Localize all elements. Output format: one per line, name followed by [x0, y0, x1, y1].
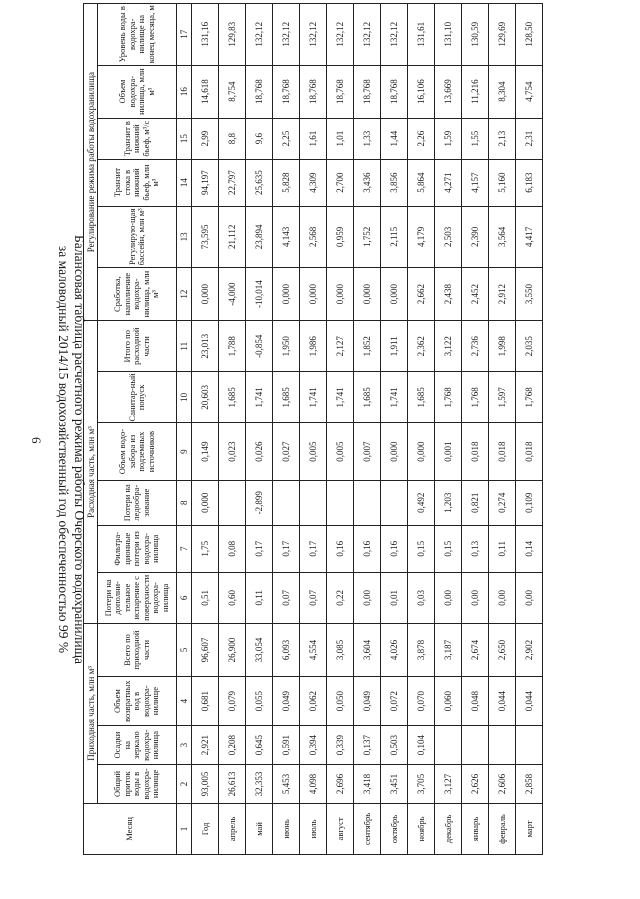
table-cell: [435, 726, 462, 765]
table-cell: 0,60: [219, 572, 246, 623]
table-cell: 0,018: [516, 423, 543, 480]
table-cell: 2,700: [327, 159, 354, 206]
month-cell: сентябрь: [354, 803, 381, 854]
table-cell: 1,741: [246, 372, 273, 423]
table-cell: 0,492: [408, 480, 435, 525]
table-cell: 3,705: [408, 765, 435, 804]
month-cell: январь: [462, 803, 489, 854]
table-cell: 0,044: [516, 677, 543, 726]
table-cell: 132,12: [381, 4, 408, 66]
group-header-expense: Расходная часть, млн м³: [84, 321, 98, 624]
table-cell: 0,00: [435, 572, 462, 623]
table-cell: 20,603: [192, 372, 219, 423]
table-cell: 132,12: [300, 4, 327, 66]
table-cell: 0,000: [381, 267, 408, 320]
table-cell: 3,127: [435, 765, 462, 804]
table-cell: 0,645: [246, 726, 273, 765]
table-cell: 3,451: [381, 765, 408, 804]
column-header: Регулирую-щая бассейн, млн м³: [98, 206, 177, 267]
table-cell: 1,768: [435, 372, 462, 423]
table-cell: 0,22: [327, 572, 354, 623]
table-cell: 129,83: [219, 4, 246, 66]
table-cell: 2,31: [516, 118, 543, 159]
table-cell: 0,274: [489, 480, 516, 525]
table-cell: 9,6: [246, 118, 273, 159]
table-cell: 0,079: [219, 677, 246, 726]
table-cell: 1,75: [192, 525, 219, 572]
table-cell: 0,044: [489, 677, 516, 726]
column-header: Фильтра-ционные потери из водохра-нилища: [98, 525, 177, 572]
table-cell: 0,000: [300, 267, 327, 320]
table-cell: 2,99: [192, 118, 219, 159]
column-number: 15: [177, 118, 192, 159]
column-header: Транзит в нижний бьеф, м³/с: [98, 118, 177, 159]
table-cell: 5,453: [273, 765, 300, 804]
table-cell: 0,16: [327, 525, 354, 572]
table-cell: 132,12: [327, 4, 354, 66]
table-cell: 18,768: [381, 65, 408, 118]
table-cell: 0,16: [354, 525, 381, 572]
table-cell: 0,00: [354, 572, 381, 623]
table-cell: 0,03: [408, 572, 435, 623]
table-cell: 131,16: [192, 4, 219, 66]
table-cell: 94,197: [192, 159, 219, 206]
table-cell: 2,13: [489, 118, 516, 159]
table-cell: 3,550: [516, 267, 543, 320]
table-cell: 0,00: [462, 572, 489, 623]
table-cell: 2,606: [489, 765, 516, 804]
table-cell: 1,852: [354, 321, 381, 372]
column-number: 10: [177, 372, 192, 423]
table-cell: 0,07: [300, 572, 327, 623]
table-row: [273, 4, 300, 855]
table-cell: 2,127: [327, 321, 354, 372]
table-cell: 0,13: [462, 525, 489, 572]
table-cell: 0,01: [381, 572, 408, 623]
table-cell: 128,50: [516, 4, 543, 66]
month-cell: март: [516, 803, 543, 854]
table-cell: 3,436: [354, 159, 381, 206]
table-cell: 4,143: [273, 206, 300, 267]
table-cell: 4,754: [516, 65, 543, 118]
table-row: [435, 4, 462, 855]
column-header: Объем водо-забора из подземных источников: [98, 423, 177, 480]
column-header: Месяц: [84, 803, 177, 854]
table-cell: 1,685: [354, 372, 381, 423]
table-cell: 3,122: [435, 321, 462, 372]
column-number: 12: [177, 267, 192, 320]
table-cell: 2,626: [462, 765, 489, 804]
table-cell: 0,000: [408, 423, 435, 480]
table-cell: 5,160: [489, 159, 516, 206]
table-cell: 3,085: [327, 623, 354, 676]
table-cell: 1,55: [462, 118, 489, 159]
table-cell: 3,878: [408, 623, 435, 676]
table-cell: 1,597: [489, 372, 516, 423]
table-cell: 0,070: [408, 677, 435, 726]
table-cell: 0,060: [435, 677, 462, 726]
table-cell: 18,768: [354, 65, 381, 118]
table-cell: 2,503: [435, 206, 462, 267]
table-cell: 0,005: [300, 423, 327, 480]
table-cell: 0,591: [273, 726, 300, 765]
table-cell: 2,921: [192, 726, 219, 765]
column-header: Всего по приходной части: [98, 623, 177, 676]
table-cell: 0,048: [462, 677, 489, 726]
table-cell: 4,179: [408, 206, 435, 267]
table-cell: 2,902: [516, 623, 543, 676]
table-cell: 23,894: [246, 206, 273, 267]
column-header: Объем возвратных вод в водохра-нилище: [98, 677, 177, 726]
table-cell: 2,650: [489, 623, 516, 676]
table-row: [516, 4, 543, 855]
column-number: 8: [177, 480, 192, 525]
table-cell: [300, 480, 327, 525]
table-cell: 0,001: [435, 423, 462, 480]
table-cell: 0,00: [516, 572, 543, 623]
table-cell: 1,911: [381, 321, 408, 372]
month-cell: октябрь: [381, 803, 408, 854]
column-header: Объем водохра-нилища, млн м³: [98, 65, 177, 118]
month-cell: июль: [300, 803, 327, 854]
table-cell: [462, 726, 489, 765]
table-cell: 32,353: [246, 765, 273, 804]
table-cell: 1,685: [219, 372, 246, 423]
column-header: Итого по расходной части: [98, 321, 177, 372]
table-cell: 0,339: [327, 726, 354, 765]
table-row: [192, 4, 219, 855]
table-cell: 25,635: [246, 159, 273, 206]
table-cell: 1,950: [273, 321, 300, 372]
table-cell: 26,613: [219, 765, 246, 804]
table-cell: 0,000: [273, 267, 300, 320]
table-cell: 132,12: [273, 4, 300, 66]
column-number: 2: [177, 765, 192, 804]
table-cell: 0,055: [246, 677, 273, 726]
table-cell: 1,33: [354, 118, 381, 159]
table-cell: 0,050: [327, 677, 354, 726]
column-number: 17: [177, 4, 192, 66]
table-cell: 1,59: [435, 118, 462, 159]
table-cell: 23,013: [192, 321, 219, 372]
table-cell: 0,026: [246, 423, 273, 480]
table-cell: 96,607: [192, 623, 219, 676]
table-cell: 6,093: [273, 623, 300, 676]
column-header: Потери на ледообра-зование: [98, 480, 177, 525]
table-cell: 0,109: [516, 480, 543, 525]
table-cell: 18,768: [300, 65, 327, 118]
table-cell: 132,12: [354, 4, 381, 66]
table-cell: 2,568: [300, 206, 327, 267]
table-cell: 1,788: [219, 321, 246, 372]
table-cell: 0,007: [354, 423, 381, 480]
table-cell: 2,035: [516, 321, 543, 372]
table-cell: 0,11: [246, 572, 273, 623]
table-cell: 131,10: [435, 4, 462, 66]
table-cell: 33,054: [246, 623, 273, 676]
table-cell: 0,14: [516, 525, 543, 572]
column-number: 14: [177, 159, 192, 206]
table-cell: 1,741: [327, 372, 354, 423]
table-cell: [489, 726, 516, 765]
column-number: 11: [177, 321, 192, 372]
table-cell: 0,023: [219, 423, 246, 480]
table-cell: 73,595: [192, 206, 219, 267]
table-cell: [354, 480, 381, 525]
table-cell: 3,187: [435, 623, 462, 676]
column-number: 13: [177, 206, 192, 267]
table-cell: 18,768: [327, 65, 354, 118]
table-cell: 4,098: [300, 765, 327, 804]
table-cell: 0,005: [327, 423, 354, 480]
table-cell: 2,736: [462, 321, 489, 372]
month-cell: ноябрь: [408, 803, 435, 854]
table-cell: -2,899: [246, 480, 273, 525]
table-cell: 4,309: [300, 159, 327, 206]
table-cell: 0,149: [192, 423, 219, 480]
table-cell: 2,115: [381, 206, 408, 267]
table-cell: 1,768: [516, 372, 543, 423]
column-number: 7: [177, 525, 192, 572]
table-row: [408, 4, 435, 855]
table-cell: 93,005: [192, 765, 219, 804]
table-cell: 1,768: [462, 372, 489, 423]
month-cell: апрель: [219, 803, 246, 854]
column-header: Потери на дополни-тельное испарение с поверхности водохра-нилища: [98, 572, 177, 623]
table-cell: 18,768: [246, 65, 273, 118]
table-cell: 0,137: [354, 726, 381, 765]
table-cell: -4,000: [219, 267, 246, 320]
table-row: [246, 4, 273, 855]
table-cell: 0,049: [354, 677, 381, 726]
column-number: 4: [177, 677, 192, 726]
table-cell: 0,681: [192, 677, 219, 726]
month-cell: август: [327, 803, 354, 854]
table-cell: 0,000: [381, 423, 408, 480]
column-header: Осадки на зеркало водохра-нилища: [98, 726, 177, 765]
table-row: [462, 4, 489, 855]
column-header: Санитар-ный попуск: [98, 372, 177, 423]
table-cell: 1,203: [435, 480, 462, 525]
table-cell: 0,104: [408, 726, 435, 765]
table-cell: 4,417: [516, 206, 543, 267]
table-cell: 0,17: [300, 525, 327, 572]
table-cell: 0,17: [246, 525, 273, 572]
table-cell: [381, 480, 408, 525]
table-cell: [516, 726, 543, 765]
table-cell: -0,854: [246, 321, 273, 372]
document-subtitle: за маловодный 2014/15 водохозяйственный год обеспеченностью 99 %: [56, 245, 71, 654]
table-cell: 5,864: [408, 159, 435, 206]
group-header-income: Приходная часть, млн м³: [84, 623, 98, 803]
table-cell: 1,685: [408, 372, 435, 423]
table-row: [219, 4, 246, 855]
table-cell: 0,00: [489, 572, 516, 623]
table-cell: 1,61: [300, 118, 327, 159]
column-number: 5: [177, 623, 192, 676]
table-cell: 2,912: [489, 267, 516, 320]
table-cell: 0,51: [192, 572, 219, 623]
table-cell: 2,696: [327, 765, 354, 804]
table-cell: -10,014: [246, 267, 273, 320]
table-cell: 0,16: [381, 525, 408, 572]
table-cell: 2,452: [462, 267, 489, 320]
table-cell: [273, 480, 300, 525]
table-cell: 0,027: [273, 423, 300, 480]
table-cell: 0,17: [273, 525, 300, 572]
table-cell: 2,390: [462, 206, 489, 267]
table-cell: 6,183: [516, 159, 543, 206]
table-cell: 1,685: [273, 372, 300, 423]
column-number: 16: [177, 65, 192, 118]
balance-table: [83, 3, 543, 855]
table-cell: 13,669: [435, 65, 462, 118]
table-cell: 1,741: [300, 372, 327, 423]
table-cell: 0,018: [462, 423, 489, 480]
month-cell: июнь: [273, 803, 300, 854]
column-number-row: [177, 4, 192, 855]
table-cell: 0,15: [408, 525, 435, 572]
column-number: 3: [177, 726, 192, 765]
table-cell: 0,000: [192, 267, 219, 320]
table-cell: [219, 480, 246, 525]
table-cell: 0,11: [489, 525, 516, 572]
table-row: [489, 4, 516, 855]
group-header-regulation: Регулирование режима работы водохранилища: [84, 4, 98, 321]
table-cell: 2,858: [516, 765, 543, 804]
table-cell: 0,07: [273, 572, 300, 623]
table-cell: 0,959: [327, 206, 354, 267]
table-cell: 2,438: [435, 267, 462, 320]
month-cell: февраль: [489, 803, 516, 854]
table-body: [177, 4, 543, 855]
table-cell: 22,797: [219, 159, 246, 206]
table-cell: 2,26: [408, 118, 435, 159]
table-cell: 3,564: [489, 206, 516, 267]
table-cell: 18,768: [273, 65, 300, 118]
table-cell: 0,072: [381, 677, 408, 726]
table-cell: 132,12: [246, 4, 273, 66]
table-cell: 131,61: [408, 4, 435, 66]
table-row: [327, 4, 354, 855]
table-cell: [327, 480, 354, 525]
table-cell: 0,049: [273, 677, 300, 726]
table-cell: 1,986: [300, 321, 327, 372]
table-cell: 11,216: [462, 65, 489, 118]
table-cell: 3,856: [381, 159, 408, 206]
table-cell: 0,000: [192, 480, 219, 525]
table-cell: 26,900: [219, 623, 246, 676]
table-row: [300, 4, 327, 855]
table-cell: 8,8: [219, 118, 246, 159]
table-cell: 16,106: [408, 65, 435, 118]
table-cell: 1,01: [327, 118, 354, 159]
page-number: 6: [29, 437, 44, 444]
table-cell: 4,157: [462, 159, 489, 206]
table-cell: 2,362: [408, 321, 435, 372]
table-cell: 3,418: [354, 765, 381, 804]
month-cell: Год: [192, 803, 219, 854]
table-cell: 3,604: [354, 623, 381, 676]
table-cell: 1,752: [354, 206, 381, 267]
month-cell: декабрь: [435, 803, 462, 854]
column-number: 9: [177, 423, 192, 480]
table-cell: 0,018: [489, 423, 516, 480]
column-header: Транзит стока в нижний бьеф, млн м³: [98, 159, 177, 206]
table-cell: 14,618: [192, 65, 219, 118]
table-cell: 4,554: [300, 623, 327, 676]
column-number: 1: [177, 803, 192, 854]
table-cell: 8,754: [219, 65, 246, 118]
table-cell: 21,112: [219, 206, 246, 267]
table-cell: 0,15: [435, 525, 462, 572]
table-cell: 2,25: [273, 118, 300, 159]
table-row: [381, 4, 408, 855]
table-cell: 2,662: [408, 267, 435, 320]
table-cell: 5,828: [273, 159, 300, 206]
table-cell: 1,741: [381, 372, 408, 423]
table-cell: 8,304: [489, 65, 516, 118]
table-cell: 130,59: [462, 4, 489, 66]
column-number: 6: [177, 572, 192, 623]
table-cell: 0,821: [462, 480, 489, 525]
column-header: Сработка, наполнение водохра-нилища, млн м³: [98, 267, 177, 320]
table-cell: 0,08: [219, 525, 246, 572]
table-cell: 0,394: [300, 726, 327, 765]
table-row: [354, 4, 381, 855]
table-cell: 2,674: [462, 623, 489, 676]
table-cell: 1,44: [381, 118, 408, 159]
table-cell: 0,503: [381, 726, 408, 765]
document-title: Балансовая таблица расчетного режима работы Очерского водохранилища: [72, 235, 87, 664]
table-cell: 0,208: [219, 726, 246, 765]
column-header: Уровень воды в водохра-нилище на конец месяца, м: [98, 4, 177, 66]
month-cell: май: [246, 803, 273, 854]
column-header: Общий приток воды в водохра-нилище: [98, 765, 177, 804]
table-cell: 129,69: [489, 4, 516, 66]
table-cell: 4,026: [381, 623, 408, 676]
table-cell: 0,000: [354, 267, 381, 320]
table-cell: 4,271: [435, 159, 462, 206]
table-cell: 0,062: [300, 677, 327, 726]
table-cell: 1,998: [489, 321, 516, 372]
table-cell: 0,000: [327, 267, 354, 320]
